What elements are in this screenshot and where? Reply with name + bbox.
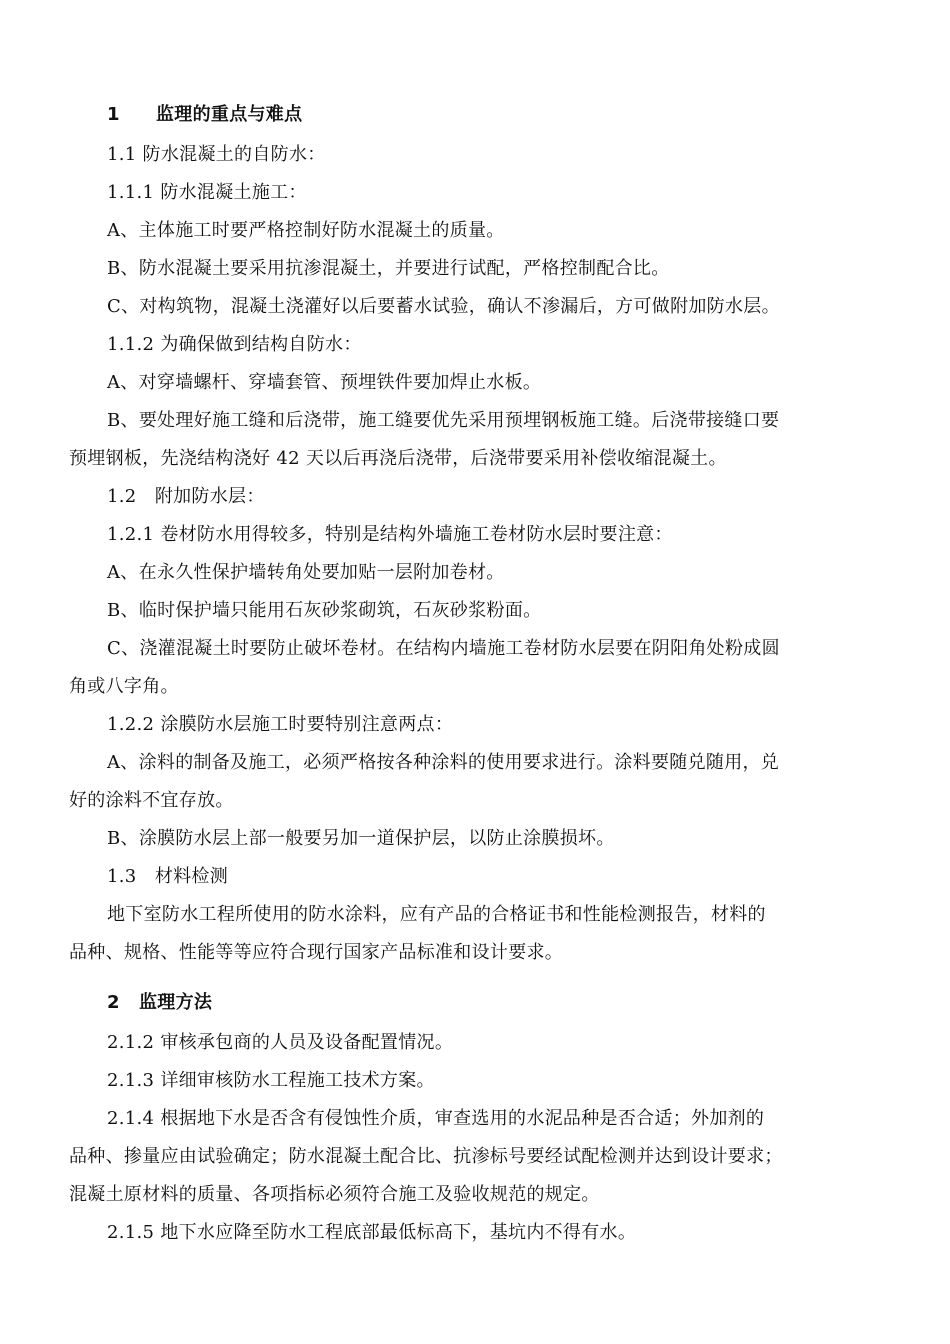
paragraph: 2.1.5 地下水应降至防水工程底部最低标高下，基坑内不得有水。	[107, 1222, 637, 1243]
paragraph-continuation: 混凝土原材料的质量、各项指标必须符合施工及验收规范的规定。	[69, 1184, 600, 1205]
paragraph: C、浇灌混凝土时要防止破坏卷材。在结构内墙施工卷材防水层要在阴阳角处粉成圆	[107, 638, 780, 659]
section-title: 监理方法	[139, 992, 213, 1013]
section-heading-2	[107, 991, 212, 1015]
paragraph: B、涂膜防水层上部一般要另加一道保护层，以防止涂膜损坏。	[107, 828, 615, 849]
paragraph: C、对构筑物，混凝土浇灌好以后要蓄水试验，确认不渗漏后，方可做附加防水层。	[107, 296, 780, 317]
paragraph: B、临时保护墙只能用石灰砂浆砌筑，石灰砂浆粉面。	[107, 600, 542, 621]
subheading-1-2-2: 1.2.2 涂膜防水层施工时要特别注意两点：	[107, 714, 454, 735]
subheading-1-1: 1.1 防水混凝土的自防水：	[107, 144, 326, 165]
paragraph: B、要处理好施工缝和后浇带，施工缝要优先采用预埋钢板施工缝。后浇带接缝口要	[107, 410, 780, 431]
paragraph-continuation: 角或八字角。	[69, 676, 179, 697]
subheading-1-2: 1.2 附加防水层：	[107, 486, 265, 507]
section-heading-1	[107, 103, 302, 127]
paragraph: 2.1.3 详细审核防水工程施工技术方案。	[107, 1070, 435, 1091]
paragraph: A、在永久性保护墙转角处要加贴一层附加卷材。	[107, 562, 505, 583]
paragraph: A、对穿墙螺杆、穿墙套管、预埋铁件要加焊止水板。	[107, 372, 542, 393]
paragraph: A、涂料的制备及施工，必须严格按各种涂料的使用要求进行。涂料要随兑随用，兑	[107, 752, 780, 773]
paragraph: A、主体施工时要严格控制好防水混凝土的质量。	[107, 220, 505, 241]
paragraph: B、防水混凝土要采用抗渗混凝土，并要进行试配，严格控制配合比。	[107, 258, 670, 279]
subheading-1-2-1: 1.2.1 卷材防水用得较多，特别是结构外墙施工卷材防水层时要注意：	[107, 524, 673, 545]
paragraph: 2.1.4 根据地下水是否含有侵蚀性介质，审查选用的水泥品种是否合适；外加剂的	[107, 1108, 765, 1129]
paragraph-continuation: 好的涂料不宜存放。	[69, 790, 234, 811]
subheading-1-3: 1.3 材料检测	[107, 866, 229, 887]
section-number: 1	[107, 104, 120, 125]
paragraph: 地下室防水工程所使用的防水涂料，应有产品的合格证书和性能检测报告，材料的	[107, 904, 766, 925]
paragraph-continuation: 预埋钢板，先浇结构浇好 42 天以后再浇后浇带，后浇带要采用补偿收缩混凝土。	[69, 448, 727, 469]
subheading-1-1-2: 1.1.2 为确保做到结构自防水：	[107, 334, 362, 355]
section-number: 2	[107, 992, 120, 1013]
paragraph: 2.1.2 审核承包商的人员及设备配置情况。	[107, 1032, 454, 1053]
paragraph-continuation: 品种、规格、性能等等应符合现行国家产品标准和设计要求。	[69, 942, 564, 963]
section-title: 监理的重点与难点	[156, 104, 303, 125]
paragraph-continuation: 品种、掺量应由试验确定；防水混凝土配合比、抗渗标号要经试配检测并达到设计要求；	[69, 1146, 783, 1167]
subheading-1-1-1: 1.1.1 防水混凝土施工：	[107, 182, 307, 203]
